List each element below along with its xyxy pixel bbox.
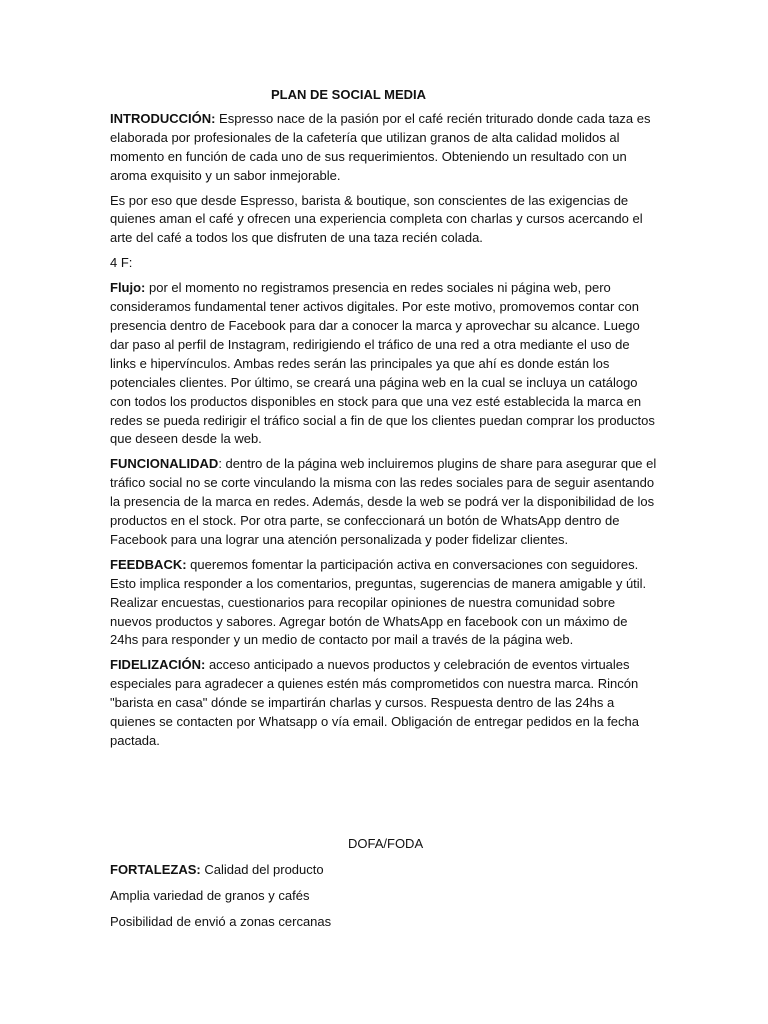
fidelizacion-paragraph <box>110 656 658 751</box>
fidelizacion-text: acceso anticipado a nuevos productos y celebración de eventos virtuales especiales para agradecer a quienes estén más comprometidos con nuestra marca. Rincón "barista en casa" dónde se impartirán charlas y cursos. Respuesta dentro de las 24hs a quienes se contacten por Whatsapp o vía email. Obligación de entregar pedidos en la fecha pactada. <box>110 657 640 748</box>
paragraph-2: Es por eso que desde Espresso, barista & boutique, son conscientes de las exigencias de quienes aman el café y ofrecen una experiencia completa con charlas y cursos acercando el arte del café a todos los que disfruten de una taza recién colada. <box>110 192 643 246</box>
fidelizacion-label: FIDELIZACIÓN: <box>110 657 206 673</box>
fortalezas-line <box>110 861 658 880</box>
intro-text: Espresso nace de la pasión por el café recién triturado donde cada taza es elaborada por profesionales de la cafetería que utilizan granos de alta calidad molidos al momento en función de cada uno de sus requerimientos. Obteniendo un resultado con un aroma exquisito y un sabor inmejorable. <box>110 110 651 183</box>
intro-paragraph <box>110 110 658 186</box>
fortaleza-line-3: Posibilidad de envió a zonas cercanas <box>110 913 332 929</box>
fortalezas-label: FORTALEZAS: <box>110 861 201 877</box>
section-spacer <box>110 757 658 835</box>
flujo-text: por el momento no registramos presencia en redes sociales ni página web, pero consideramos fundamental tener activos digitales. Por este motivo, promovemos contar con presencia dentro de Facebook para dar a conocer la marca y aprovechar su alcance. Luego dar paso al perfil de Instagram, redirigiendo el tráfico de una red a otra mediante el uso de links e hipervínculos. Ambas redes serán las principales ya que ahí es donde están los potenciales clientes. Por último, se creará una página web en la cual se incluya un catálogo con todos los productos disponibles en stock para que una vez esté establecida la marca en redes se pueda redirigir el tráfico social a fin de que los clientes puedan comprar los productos que deseen desde la web. <box>110 280 655 447</box>
flujo-label: Flujo: <box>110 280 146 296</box>
document-body <box>110 86 658 939</box>
intro-label: INTRODUCCIÓN: <box>110 110 216 126</box>
feedback-paragraph <box>110 556 658 651</box>
funcionalidad-text: : dentro de la página web incluiremos plugins de share para asegurar que el tráfico social no se corte vinculando la misma con las redes sociales para de seguir asentando la presencia de la marca en redes. Además, desde la web se podrá ver la disponibilidad de los productos en el stock. Por otra parte, se confeccionará un botón de WhatsApp dentro de Facebook para una lograr una atención personalizada y poder fidelizar clientes. <box>110 456 657 547</box>
dofa-title: DOFA/FODA <box>348 835 424 851</box>
fortaleza-line-2: Amplia variedad de granos y cafés <box>110 887 310 903</box>
document-title: PLAN DE SOCIAL MEDIA <box>271 87 427 102</box>
fortalezas-text: Calidad del producto <box>200 861 324 877</box>
flujo-paragraph <box>110 279 658 449</box>
funcionalidad-paragraph <box>110 455 658 550</box>
feedback-text: queremos fomentar la participación activa en conversaciones con seguidores. Esto implica responder a los comentarios, preguntas, sugerencias de manera amigable y útil. Realizar encuestas, cuestionarios para recopilar opiniones de nuestra comunidad sobre nuevos productos y sabores. Agregar botón de WhatsApp en facebook con un máximo de 24hs para responder y un medio de contacto por mail a través de la página web. <box>110 556 647 648</box>
feedback-label: FEEDBACK: <box>110 556 187 572</box>
four-f-heading: 4 F: <box>110 255 133 271</box>
funcionalidad-label: FUNCIONALIDAD <box>110 456 219 472</box>
